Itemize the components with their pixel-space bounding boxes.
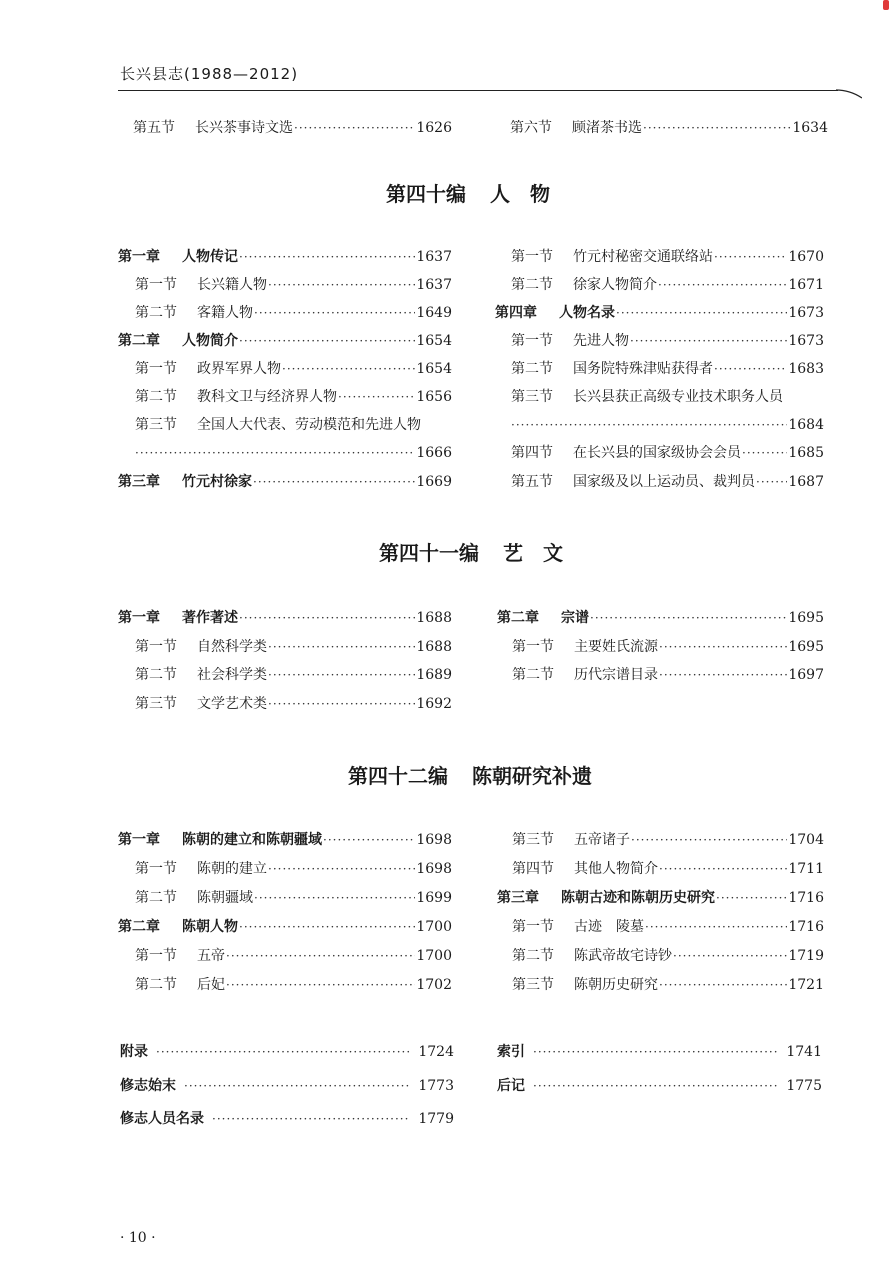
section-number: 第二节 bbox=[512, 948, 554, 964]
page-ref: 1673 bbox=[788, 305, 824, 321]
entry-title: 修志人员名录 bbox=[120, 1111, 204, 1127]
page-ref: 1700 bbox=[416, 919, 452, 935]
toc-entry[interactable] bbox=[497, 1042, 822, 1062]
toc-entry[interactable] bbox=[495, 303, 824, 323]
entry-title: 全国人大代表、劳动模范和先进人物 bbox=[197, 417, 421, 433]
toc-entry[interactable] bbox=[135, 303, 452, 323]
toc-entry[interactable] bbox=[511, 275, 824, 295]
page-ref: 1698 bbox=[416, 861, 452, 877]
entry-title: 客籍人物 bbox=[197, 305, 253, 321]
dot-leader bbox=[658, 275, 787, 295]
section-number: 第一节 bbox=[135, 361, 177, 377]
entry-title: 竹元村徐家 bbox=[182, 474, 252, 490]
edge-mark bbox=[883, 0, 889, 10]
section-number: 第三节 bbox=[511, 389, 553, 405]
toc-entry[interactable] bbox=[118, 917, 452, 937]
section-number: 第二节 bbox=[135, 977, 177, 993]
page-ref: 1775 bbox=[786, 1078, 822, 1094]
dot-leader bbox=[716, 888, 787, 908]
page-ref: 1716 bbox=[788, 890, 824, 906]
dot-leader bbox=[156, 1042, 410, 1062]
page-ref: 1671 bbox=[788, 277, 824, 293]
entry-title: 著作著述 bbox=[182, 610, 238, 626]
toc-entry-continuation bbox=[511, 415, 824, 435]
entry-title: 索引 bbox=[497, 1044, 525, 1060]
page-ref: 1716 bbox=[788, 919, 824, 935]
page-ref: 1637 bbox=[416, 249, 452, 265]
entry-title: 长兴籍人物 bbox=[197, 277, 267, 293]
entry-title: 长兴茶事诗文选 bbox=[195, 120, 293, 136]
part-number: 第四十一编 bbox=[379, 541, 479, 565]
section-number: 第二节 bbox=[135, 667, 177, 683]
dot-leader bbox=[254, 888, 415, 908]
entry-title: 顾渚茶书选 bbox=[572, 120, 642, 136]
toc-entry[interactable] bbox=[512, 975, 824, 995]
dot-leader bbox=[659, 975, 787, 995]
page-ref: 1724 bbox=[418, 1044, 454, 1060]
dot-leader bbox=[282, 359, 415, 379]
toc-entry[interactable] bbox=[118, 830, 452, 850]
toc-entry[interactable] bbox=[135, 859, 452, 879]
entry-title: 自然科学类 bbox=[197, 639, 267, 655]
entry-title: 宗谱 bbox=[561, 610, 589, 626]
dot-leader bbox=[294, 118, 415, 138]
entry-title: 先进人物 bbox=[573, 333, 629, 349]
chapter-number: 第一章 bbox=[118, 832, 160, 848]
dot-leader bbox=[226, 975, 415, 995]
dot-leader bbox=[226, 946, 415, 966]
entry-title: 陈朝疆域 bbox=[197, 890, 253, 906]
page-ref: 1683 bbox=[788, 361, 824, 377]
header-rule bbox=[118, 90, 838, 91]
chapter-number: 第二章 bbox=[118, 919, 160, 935]
page-ref: 1697 bbox=[788, 667, 824, 683]
page-ref: 1698 bbox=[416, 832, 452, 848]
entry-title: 国务院特殊津贴获得者 bbox=[573, 361, 713, 377]
part-title bbox=[348, 760, 592, 789]
section-number: 第四节 bbox=[512, 861, 554, 877]
page-ref: 1685 bbox=[788, 445, 824, 461]
toc-entry[interactable] bbox=[118, 247, 452, 267]
chapter-number: 第二章 bbox=[497, 610, 539, 626]
toc-entry[interactable] bbox=[135, 946, 452, 966]
toc-entry[interactable] bbox=[511, 472, 824, 492]
dot-leader bbox=[323, 830, 415, 850]
dot-leader bbox=[239, 331, 415, 351]
entry-title: 主要姓氏流源 bbox=[574, 639, 658, 655]
toc-entry[interactable] bbox=[497, 608, 824, 628]
dot-leader bbox=[239, 917, 415, 937]
page-ref: 1779 bbox=[418, 1111, 454, 1127]
dot-leader bbox=[631, 830, 787, 850]
dot-leader bbox=[268, 859, 415, 879]
page-ref: 1688 bbox=[416, 610, 452, 626]
toc-entry[interactable] bbox=[512, 665, 824, 685]
section-number: 第三节 bbox=[135, 696, 177, 712]
dot-leader bbox=[268, 275, 415, 295]
toc-entry[interactable] bbox=[135, 387, 452, 407]
toc-entry[interactable] bbox=[511, 247, 824, 267]
page-ref: 1673 bbox=[788, 333, 824, 349]
chapter-number: 第二章 bbox=[118, 333, 160, 349]
dot-leader bbox=[659, 637, 787, 657]
section-number: 第三节 bbox=[512, 977, 554, 993]
page-ref: 1699 bbox=[416, 890, 452, 906]
entry-title: 陈朝的建立 bbox=[197, 861, 267, 877]
page-ref: 1692 bbox=[416, 696, 452, 712]
entry-title: 修志始末 bbox=[120, 1078, 176, 1094]
toc-entry[interactable] bbox=[510, 118, 828, 138]
toc-entry[interactable] bbox=[120, 1042, 454, 1062]
page-ref: 1711 bbox=[788, 861, 824, 877]
dot-leader bbox=[590, 608, 787, 628]
section-number: 第二节 bbox=[135, 890, 177, 906]
page-ref: 1654 bbox=[416, 333, 452, 349]
toc-entry[interactable] bbox=[512, 830, 824, 850]
entry-title: 徐家人物简介 bbox=[573, 277, 657, 293]
entry-title: 国家级及以上运动员、裁判员 bbox=[573, 474, 755, 490]
part-title bbox=[379, 537, 563, 566]
dot-leader bbox=[533, 1076, 778, 1096]
page-ref: 1688 bbox=[416, 639, 452, 655]
page-ref: 1773 bbox=[418, 1078, 454, 1094]
section-number: 第三节 bbox=[512, 832, 554, 848]
toc-entry-wrapped[interactable] bbox=[511, 387, 783, 407]
page-ref: 1695 bbox=[788, 639, 824, 655]
page-ref: 1721 bbox=[788, 977, 824, 993]
entry-title: 陈朝人物 bbox=[182, 919, 238, 935]
toc-entry[interactable] bbox=[135, 694, 452, 714]
page-number: · 10 · bbox=[120, 1230, 156, 1246]
chapter-number: 第一章 bbox=[118, 249, 160, 265]
page-ref: 1654 bbox=[416, 361, 452, 377]
section-number: 第一节 bbox=[512, 639, 554, 655]
section-number: 第一节 bbox=[512, 919, 554, 935]
entry-title: 长兴县获正高级专业技术职务人员 bbox=[573, 389, 783, 405]
entry-title: 历代宗谱目录 bbox=[574, 667, 658, 683]
part-title bbox=[386, 178, 550, 207]
dot-leader bbox=[239, 608, 415, 628]
header-rule-tail bbox=[836, 86, 862, 100]
page-ref: 1649 bbox=[416, 305, 452, 321]
dot-leader bbox=[212, 1109, 410, 1129]
toc-entry[interactable] bbox=[135, 275, 452, 295]
dot-leader bbox=[253, 472, 415, 492]
entry-title: 其他人物简介 bbox=[574, 861, 658, 877]
section-number: 第二节 bbox=[512, 667, 554, 683]
section-number: 第五节 bbox=[511, 474, 553, 490]
toc-entry[interactable] bbox=[512, 917, 824, 937]
dot-leader bbox=[659, 859, 787, 879]
toc-entry[interactable] bbox=[120, 1109, 454, 1129]
chapter-number: 第三章 bbox=[497, 890, 539, 906]
dot-leader bbox=[714, 247, 787, 267]
entry-title: 文学艺术类 bbox=[197, 696, 267, 712]
entry-title: 人物传记 bbox=[182, 249, 238, 265]
dot-leader bbox=[643, 118, 791, 138]
page-ref: 1666 bbox=[416, 445, 452, 461]
page-ref: 1702 bbox=[416, 977, 452, 993]
section-number: 第六节 bbox=[510, 120, 552, 136]
entry-title: 后妃 bbox=[197, 977, 225, 993]
entry-title: 社会科学类 bbox=[197, 667, 267, 683]
dot-leader bbox=[673, 946, 787, 966]
entry-title: 陈朝历史研究 bbox=[574, 977, 658, 993]
section-number: 第一节 bbox=[135, 861, 177, 877]
dot-leader bbox=[239, 247, 415, 267]
entry-title: 在长兴县的国家级协会会员 bbox=[573, 445, 741, 461]
page-ref: 1700 bbox=[416, 948, 452, 964]
page-ref: 1719 bbox=[788, 948, 824, 964]
chapter-number: 第三章 bbox=[118, 474, 160, 490]
dot-leader bbox=[338, 387, 415, 407]
section-number: 第二节 bbox=[135, 305, 177, 321]
page-ref: 1634 bbox=[792, 120, 828, 136]
page-ref: 1637 bbox=[416, 277, 452, 293]
page-ref: 1689 bbox=[416, 667, 452, 683]
dot-leader bbox=[659, 665, 787, 685]
entry-title: 教科文卫与经济界人物 bbox=[197, 389, 337, 405]
dot-leader bbox=[645, 917, 787, 937]
section-number: 第一节 bbox=[135, 639, 177, 655]
toc-entry[interactable] bbox=[511, 331, 824, 351]
page-ref: 1695 bbox=[788, 610, 824, 626]
dot-leader bbox=[135, 443, 415, 463]
dot-leader bbox=[533, 1042, 778, 1062]
toc-entry[interactable] bbox=[497, 1076, 822, 1096]
toc-entry[interactable] bbox=[512, 946, 824, 966]
dot-leader bbox=[630, 331, 787, 351]
toc-entry[interactable] bbox=[512, 637, 824, 657]
dot-leader bbox=[184, 1076, 410, 1096]
entry-title: 政界军界人物 bbox=[197, 361, 281, 377]
toc-entry-wrapped[interactable] bbox=[135, 415, 421, 435]
dot-leader bbox=[511, 415, 787, 435]
entry-title: 古迹 陵墓 bbox=[574, 919, 644, 935]
dot-leader bbox=[254, 303, 415, 323]
page-ref: 1687 bbox=[788, 474, 824, 490]
section-number: 第一节 bbox=[135, 948, 177, 964]
dot-leader bbox=[756, 472, 787, 492]
toc-entry[interactable] bbox=[133, 118, 452, 138]
toc-entry[interactable] bbox=[118, 472, 452, 492]
section-number: 第二节 bbox=[511, 277, 553, 293]
toc-entry[interactable] bbox=[511, 443, 824, 463]
entry-title: 陈朝古迹和陈朝历史研究 bbox=[561, 890, 715, 906]
entry-title: 陈朝的建立和陈朝疆域 bbox=[182, 832, 322, 848]
entry-title: 五帝诸子 bbox=[574, 832, 630, 848]
part-name: 艺 文 bbox=[503, 541, 563, 565]
entry-title: 人物名录 bbox=[559, 305, 615, 321]
page-ref: 1626 bbox=[416, 120, 452, 136]
dot-leader bbox=[616, 303, 787, 323]
dot-leader bbox=[268, 637, 415, 657]
part-name: 陈朝研究补遗 bbox=[472, 764, 592, 788]
toc-entry[interactable] bbox=[135, 665, 452, 685]
section-number: 第三节 bbox=[135, 417, 177, 433]
dot-leader bbox=[268, 665, 415, 685]
page-ref: 1656 bbox=[416, 389, 452, 405]
toc-entry[interactable] bbox=[497, 888, 824, 908]
entry-title: 竹元村秘密交通联络站 bbox=[573, 249, 713, 265]
entry-title: 人物简介 bbox=[182, 333, 238, 349]
toc-entry[interactable] bbox=[511, 359, 824, 379]
section-number: 第一节 bbox=[511, 333, 553, 349]
chapter-number: 第一章 bbox=[118, 610, 160, 626]
page-ref: 1669 bbox=[416, 474, 452, 490]
section-number: 第四节 bbox=[511, 445, 553, 461]
toc-entry[interactable] bbox=[118, 608, 452, 628]
dot-leader bbox=[268, 694, 415, 714]
page-ref: 1670 bbox=[788, 249, 824, 265]
running-header: 长兴县志(1988—2012) bbox=[120, 65, 299, 83]
page-ref: 1684 bbox=[788, 417, 824, 433]
part-number: 第四十编 bbox=[386, 182, 466, 206]
section-number: 第二节 bbox=[511, 361, 553, 377]
toc-entry[interactable] bbox=[120, 1076, 454, 1096]
toc-entry-continuation bbox=[135, 443, 452, 463]
dot-leader bbox=[742, 443, 787, 463]
toc-entry[interactable] bbox=[118, 331, 452, 351]
part-number: 第四十二编 bbox=[348, 764, 448, 788]
entry-title: 陈武帝故宅诗钞 bbox=[574, 948, 672, 964]
section-number: 第一节 bbox=[511, 249, 553, 265]
entry-title: 后记 bbox=[497, 1078, 525, 1094]
toc-entry[interactable] bbox=[135, 888, 452, 908]
toc-entry[interactable] bbox=[512, 859, 824, 879]
dot-leader bbox=[714, 359, 787, 379]
section-number: 第五节 bbox=[133, 120, 175, 136]
page-ref: 1704 bbox=[788, 832, 824, 848]
entry-title: 附录 bbox=[120, 1044, 148, 1060]
section-number: 第二节 bbox=[135, 389, 177, 405]
entry-title: 五帝 bbox=[197, 948, 225, 964]
toc-entry[interactable] bbox=[135, 637, 452, 657]
part-name: 人 物 bbox=[490, 182, 550, 206]
toc-entry[interactable] bbox=[135, 359, 452, 379]
toc-entry[interactable] bbox=[135, 975, 452, 995]
page-ref: 1741 bbox=[786, 1044, 822, 1060]
section-number: 第一节 bbox=[135, 277, 177, 293]
chapter-number: 第四章 bbox=[495, 305, 537, 321]
